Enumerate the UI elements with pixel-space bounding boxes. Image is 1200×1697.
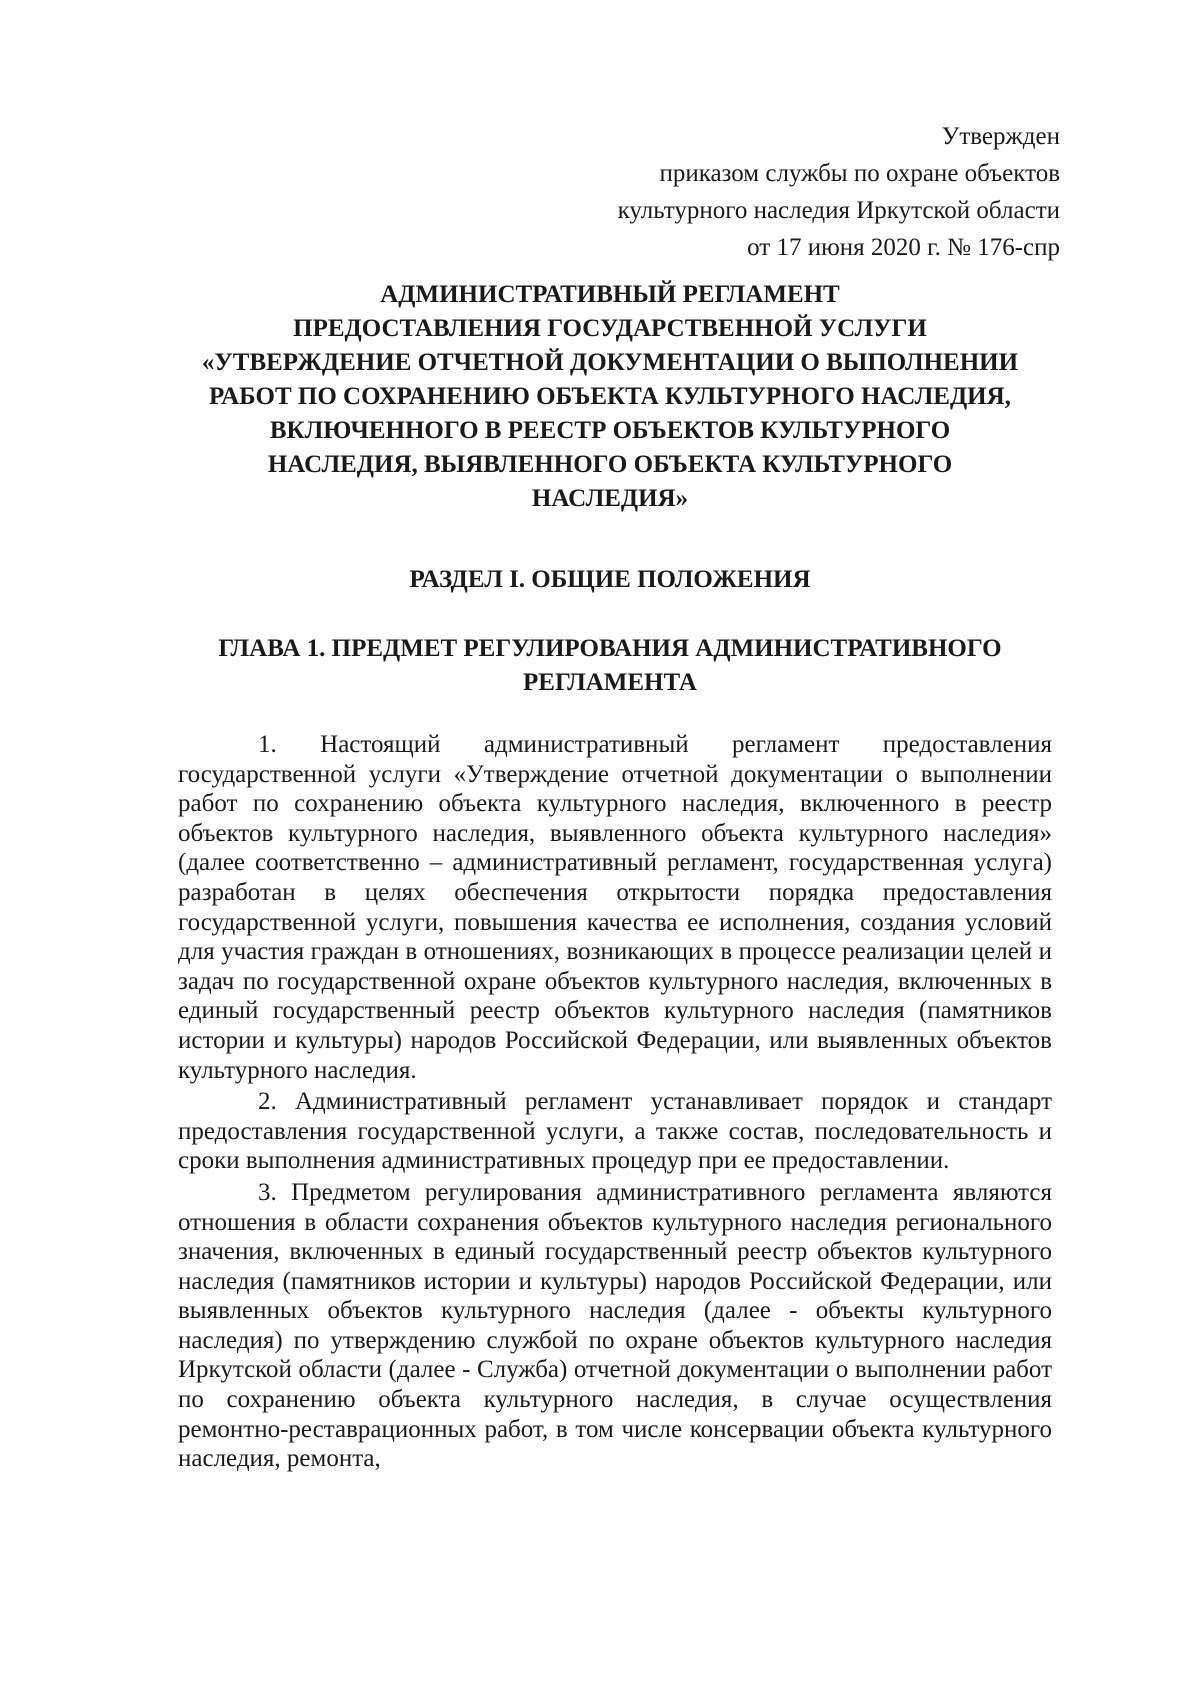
chapter-heading-line: РЕГЛАМЕНТА [523, 669, 697, 696]
approval-stamp [618, 118, 1060, 266]
title-line: ВКЛЮЧЕННОГО В РЕЕСТР ОБЪЕКТОВ КУЛЬТУРНОГО [269, 417, 951, 444]
approval-line: культурного наследия Иркутской области [617, 197, 1060, 224]
title-line: АДМИНИСТРАТИВНЫЙ РЕГЛАМЕНТ [380, 281, 840, 308]
approval-line: приказом службы по охране объектов [659, 160, 1060, 187]
section-heading: РАЗДЕЛ I. ОБЩИЕ ПОЛОЖЕНИЯ [409, 566, 811, 593]
chapter-heading [170, 632, 1050, 700]
title-line: НАСЛЕДИЯ, ВЫЯВЛЕННОГО ОБЪЕКТА КУЛЬТУРНОГО [267, 451, 953, 478]
chapter-heading-line: ГЛАВА 1. ПРЕДМЕТ РЕГУЛИРОВАНИЯ АДМИНИСТРАТИВНОГО [218, 635, 1002, 662]
approval-line: от 17 июня 2020 г. № 176-спр [747, 234, 1060, 261]
paragraph-1: 1. Настоящий административный регламент предоставления государственной услуги «Утверждение отчетной документации о выполнении работ по сохранению объекта культурного наследия, включенного в реестр объектов культурного наследия, выявленного объекта культурного наследия» (далее соответственно – административный регламент, государственная услуга) разработан в целях обеспечения открытости порядка предоставления государственной услуги, повышения качества ее исполнения, создания условий для участия граждан в отношениях, возникающих в процессе реализации целей и задач по государственной охране объектов культурного наследия, включенных в единый государственный реестр объектов культурного наследия (памятников истории и культуры) народов Российской Федерации, или выявленных объектов культурного наследия. [178, 731, 1052, 1084]
title-line: НАСЛЕДИЯ» [531, 485, 689, 512]
title-line: «УТВЕРЖДЕНИЕ ОТЧЕТНОЙ ДОКУМЕНТАЦИИ О ВЫПОЛНЕНИИ [201, 349, 1019, 376]
paragraph-3: 3. Предметом регулирования административного регламента являются отношения в области сохранения объектов культурного наследия регионального значения, включенных в единый государственный реестр объектов культурного наследия (памятников истории и культуры) народов Российской Федерации, или выявленных объектов культурного наследия (далее - объекты культурного наследия) по утверждению службой по охране объектов культурного наследия Иркутской области (далее - Служба) отчетной документации о выполнении работ по сохранению объекта культурного наследия, в случае осуществления ремонтно-реставрационных работ, в том числе консервации объекта культурного наследия, ремонта, [178, 1178, 1052, 1473]
paragraph-2: 2. Административный регламент устанавливает порядок и стандарт предоставления государственной услуги, а также состав, последовательность и сроки выполнения административных процедур при ее предоставлении. [178, 1088, 1052, 1175]
approval-line: Утвержден [941, 123, 1060, 150]
document-body [178, 730, 1052, 1476]
document-title [170, 278, 1050, 516]
title-line: РАБОТ ПО СОХРАНЕНИЮ ОБЪЕКТА КУЛЬТУРНОГО НАСЛЕДИЯ, [209, 383, 1011, 410]
title-line: ПРЕДОСТАВЛЕНИЯ ГОСУДАРСТВЕННОЙ УСЛУГИ [293, 315, 927, 342]
